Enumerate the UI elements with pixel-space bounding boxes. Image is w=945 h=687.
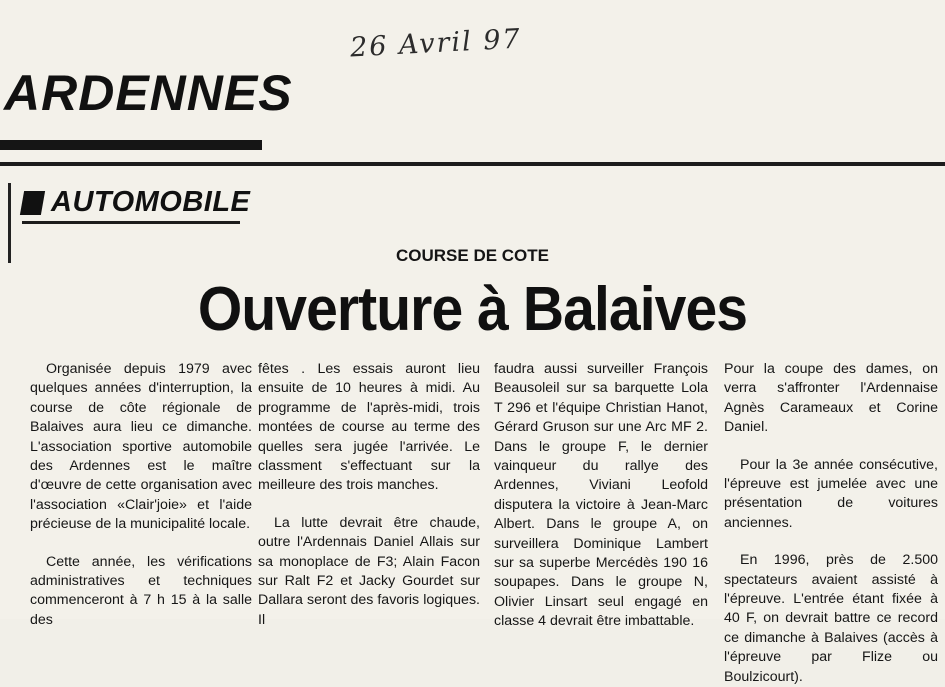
rubric (22, 186, 250, 219)
paragraph: En 1996, près de 2.500 spectateurs avaient assisté à l'épreuve. L'entrée étant fixée à 40 F, on devrait battre ce record ce dimanche à Balaives (accès à l'épreuve par Flize ou Boulzicourt). (724, 552, 938, 685)
square-bullet-icon (20, 191, 45, 215)
section-underline (0, 140, 262, 150)
paragraph: Pour la coupe des dames, on verra s'affronter l'Ardennaise Agnès Carameaux et Corine Daniel. (724, 361, 938, 436)
paragraph: fêtes . Les essais auront lieu ensuite de 10 heures à midi. Au programme de l'après-midi, trois montées de course au terme des quelles sera jugée l'arrivée. Le classment s'effectuant sur la meilleure des trois manches. (258, 361, 480, 494)
section-title: ARDENNES (4, 65, 293, 121)
paragraph: Cette année, les vérifications administratives et techniques commenceront à 7 h 15 à la salle des (30, 553, 252, 628)
paragraph: Organisée depuis 1979 avec quelques années d'interruption, la course de côte régionale de Balaives aura lieu ce dimanche. L'association sportive automobile des Ardennes est le maître d'œuvre de cette organisation avec l'association «Clair'joie» et l'aide précieuse de la municipalité locale. (30, 361, 252, 533)
rubric-underline (22, 221, 240, 224)
paragraph: Pour la 3e année consécutive, l'épreuve est jumelée avec une présentation de voitures anciennes. (724, 456, 938, 531)
article-column-4 (724, 360, 938, 687)
article-column-3 (494, 360, 708, 632)
handwritten-date: 26 Avril 97 (349, 23, 523, 64)
article-column-2 (258, 360, 480, 630)
page-divider (0, 162, 945, 166)
paragraph: La lutte devrait être chaude, outre l'Ardennais Daniel Allais sur sa monoplace de F3; Alain Facon sur Ralt F2 et Jacky Gourdet sur Dallara seront des favoris logiques. Il (258, 514, 480, 628)
rubric-label: AUTOMOBILE (51, 186, 251, 218)
paragraph: faudra aussi surveiller François Beausoleil sur sa barquette Lola T 296 et l'équipe Christian Hanot, Gérard Gruson sur une Arc MF 2. Dans le groupe F, le dernier vainqueur du rallye des Ardennes, Viviani Leofold disputera la victoire à Jean-Marc Albert. Dans le groupe A, on surveillera Dominique Lambert sur sa superbe Mercédès 190 16 soupapes. Dans le groupe N, Olivier Linsart seul engagé en classe 4 devrait être imbattable. (494, 361, 708, 630)
article-column-1 (30, 360, 252, 630)
article-kicker: COURSE DE COTE (395, 246, 550, 265)
article-headline: Ouverture à Balaives (197, 275, 748, 344)
